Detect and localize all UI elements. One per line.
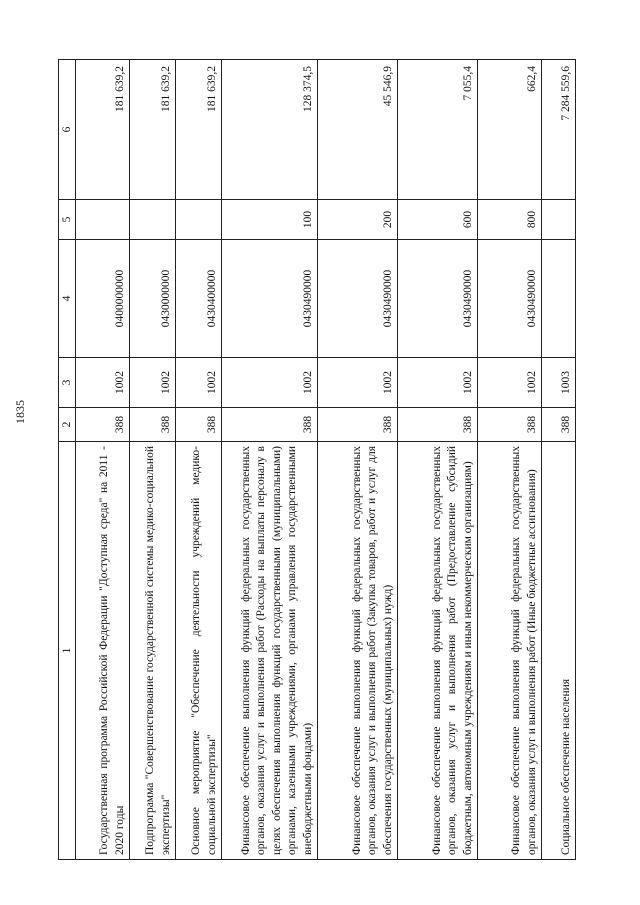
expense-type-code: 100 [222,200,318,240]
budget-table-container [58,60,578,860]
row-name: Финансовое обеспечение выполнения функций федеральных государственных органов, оказания услуг и выполнения работ (Иные бюджетные ассигнования) [478,442,542,860]
ministry-code: 388 [76,408,130,442]
table-row [130,60,176,860]
section-code: 1002 [222,358,318,408]
expense-type-code: 200 [318,200,398,240]
table-row [542,60,576,860]
page-number: 1835 [13,400,27,424]
row-name: Подпрограмма "Совершенствование государственной системы медико-социальной экспертизы" [130,442,176,860]
expense-type-code [130,200,176,240]
expense-type-code: 800 [478,200,542,240]
amount: 662,4 [478,60,542,200]
row-name: Финансовое обеспечение выполнения функций федеральных государственных органов, оказания услуг и выполнения работ (Расходы на выплаты персоналу в целях обеспечения выполнения функций государственными (муниципальными) органами, казенными учреждениями, органами управления государственными внебюджетными фондами) [222,442,318,860]
table-row [318,60,398,860]
column-header-1: 1 [59,442,76,860]
section-code: 1002 [318,358,398,408]
section-code: 1002 [130,358,176,408]
section-code: 1002 [398,358,478,408]
target-article-code: 0430490000 [398,240,478,358]
target-article-code: 0430000000 [130,240,176,358]
row-name: Финансовое обеспечение выполнения функций федеральных государственных органов, оказания услуг и выполнения работ (Закупка товаров, работ и услуг для обеспечения государственных (муниципальных) нужд) [318,442,398,860]
row-name: Основное мероприятие "Обеспечение деятельности учреждений медико-социальной экспертизы" [176,442,222,860]
amount: 128 374,5 [222,60,318,200]
section-code: 1002 [76,358,130,408]
column-header-6: 6 [59,60,76,200]
target-article-code: 0400000000 [76,240,130,358]
target-article-code: 0430490000 [478,240,542,358]
expense-type-code [76,200,130,240]
column-number-row [59,60,76,860]
column-header-3: 3 [59,358,76,408]
expense-type-code [176,200,222,240]
target-article-code [542,240,576,358]
ministry-code: 388 [398,408,478,442]
section-code: 1002 [176,358,222,408]
amount: 7 284 559,6 [542,60,576,200]
column-header-4: 4 [59,240,76,358]
column-header-2: 2 [59,408,76,442]
table-row [76,60,130,860]
amount: 181 639,2 [76,60,130,200]
table-row [398,60,478,860]
table-row [222,60,318,860]
ministry-code: 388 [130,408,176,442]
target-article-code: 0430490000 [318,240,398,358]
ministry-code: 388 [478,408,542,442]
column-header-5: 5 [59,200,76,240]
section-code: 1003 [542,358,576,408]
expense-type-code: 600 [398,200,478,240]
target-article-code: 0430490000 [222,240,318,358]
table-row [478,60,542,860]
row-name: Социальное обеспечение населения [542,442,576,860]
amount: 45 546,9 [318,60,398,200]
ministry-code: 388 [176,408,222,442]
ministry-code: 388 [542,408,576,442]
amount: 181 639,2 [130,60,176,200]
amount: 7 055,4 [398,60,478,200]
budget-table [58,59,576,860]
amount: 181 639,2 [176,60,222,200]
row-name: Финансовое обеспечение выполнения функций федеральных государственных органов, оказания услуг и выполнения работ (Предоставление субсидий бюджетным, автономным учреждениям и иным некоммерческим организациям) [398,442,478,860]
ministry-code: 388 [318,408,398,442]
expense-type-code [542,200,576,240]
section-code: 1002 [478,358,542,408]
ministry-code: 388 [222,408,318,442]
table-row [176,60,222,860]
target-article-code: 0430400000 [176,240,222,358]
row-name: Государственная программа Российской Федерации "Доступная среда" на 2011 - 2020 годы [76,442,130,860]
